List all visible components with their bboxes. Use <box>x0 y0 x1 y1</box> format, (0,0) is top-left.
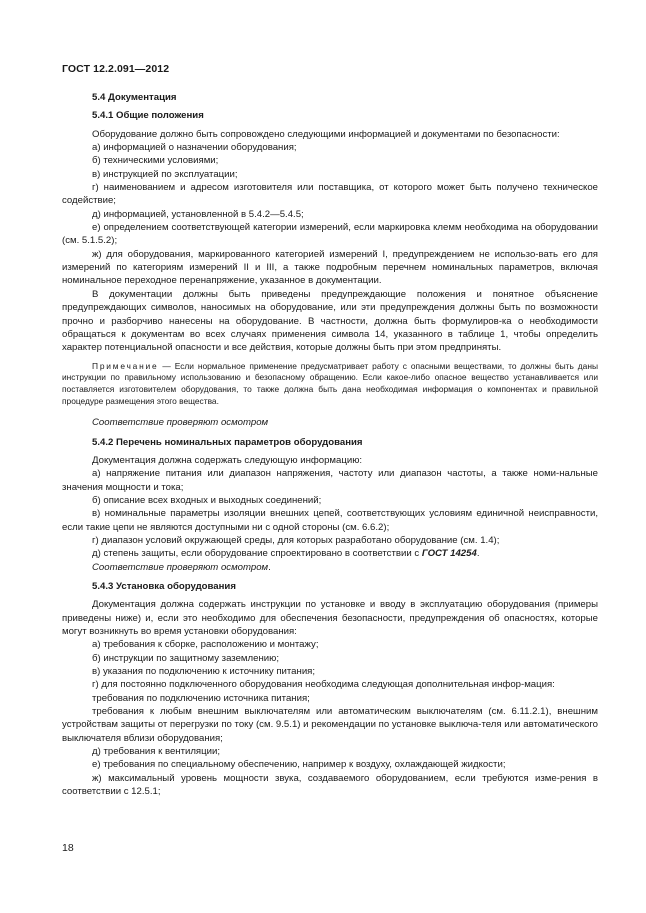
note <box>62 361 598 409</box>
paragraph: Оборудование должно быть сопровождено следующими информацией и документами по безопасности: <box>92 128 560 140</box>
list-item: г) наименованием и адресом изготовителя или поставщика, от которого может быть получено техническое содействие; <box>62 182 598 207</box>
section-heading: 5.4 Документация <box>92 92 177 103</box>
compliance-end: . <box>268 561 271 573</box>
document-code: ГОСТ 12.2.091—2012 <box>62 63 170 75</box>
subsection-heading: 5.4.3 Установка оборудования <box>92 580 236 592</box>
list-item: г) диапазон условий окружающей среды, для которых разработано оборудование (см. 1.4); <box>92 534 500 546</box>
sub-list-item: требования по подключению источника питания; <box>92 692 310 704</box>
compliance-statement: Соответствие проверяют осмотром <box>92 417 269 429</box>
paragraph: Документация должна содержать следующую информацию: <box>92 454 363 466</box>
list-item: в) инструкцией по эксплуатации; <box>92 168 238 180</box>
list-item: в) номинальные параметры изоляции внешних цепей, соответствующих условиям единичной неисправности, если такие цепи не являются доступными ни с одной стороны (см. 6.6.2); <box>62 508 598 533</box>
list-item: б) описание всех входных и выходных соединений; <box>92 494 322 506</box>
page-number: 18 <box>62 842 74 854</box>
list-item: в) указания по подключению к источнику питания; <box>92 666 316 677</box>
list-item: б) техническими условиями; <box>92 155 219 167</box>
list-item: е) требования по специальному обеспечению, например к воздуху, охлаждающей жидкости; <box>92 759 506 771</box>
list-item: а) требования к сборке, расположению и монтажу; <box>92 639 319 651</box>
document-body <box>62 91 598 798</box>
list-item: ж) для оборудования, маркированного категорией измерений I, предупреждением не использо-вать его для измерений по категориям измерений II и III, а также подробным перечнем номинальных параметров, включая номинальное переходное перенапряжение, указанное в документации. <box>62 248 598 287</box>
list-item <box>62 547 598 560</box>
list-item: д) информацией, установленной в 5.4.2—5.4.5; <box>92 208 304 220</box>
list-item: ж) максимальный уровень мощности звука, создаваемого оборудованием, если требуются изме-рения в соответствии с 12.5.1; <box>62 772 598 798</box>
standard-reference: ГОСТ 14254 <box>421 548 477 560</box>
list-item-text: д) степень защиты, если оборудование спроектировано в соответствии с <box>92 548 422 560</box>
list-item: е) определением соответствующей категории измерений, если маркировка клемм необходима на оборудовании (см. 5.1.5.2); <box>62 222 598 247</box>
list-item-end: . <box>476 548 480 560</box>
sub-list-item: требования к любым внешним выключателям или автоматическим выключателям (см. 6.11.2.1), внешним устройствам защиты от перегрузки по току (см. 9.5.1) и рекомендации по установке выключа-теля или автоматического выключателя вблизи оборудования; <box>62 706 598 744</box>
subsection-heading: 5.4.1 Общие положения <box>92 110 204 122</box>
list-item: г) для постоянно подключенного оборудования необходима следующая дополнительная инфор-мация: <box>92 679 555 691</box>
list-item: а) информацией о назначении оборудования; <box>92 142 297 154</box>
compliance-text: Соответствие проверяют осмотром <box>92 561 269 573</box>
paragraph: В документации должны быть приведены предупреждающие положения и понятное объяснение предупреждающих символов, наносимых на оборудование, или эти предупреждения должны быть по возможности прочно и разборчиво нанесены на оборудование. В частности, должна быть формулиров-ка о необходимости обращаться к документам во всех случаях применения символа 14, указанного в таблице 1, чтобы определить характер потенциальной опасности и все действия, которые должны быть при этом предприняты. <box>62 288 598 354</box>
list-item: д) требования к вентиляции; <box>92 746 220 758</box>
subsection-heading: 5.4.2 Перечень номинальных параметров оборудования <box>92 436 363 448</box>
list-item: а) напряжение питания или диапазон напряжения, частоту или диапазон частоты, а также номи-нальные значения мощности и тока; <box>62 468 598 493</box>
note-text: — Если нормальное применение предусматривает работу с опасными веществами, то должны быть даны инструкции по правильному использованию и безопасному обращению. Если какое-либо опасное вещество устанавливается или поставляется изготовителем оборудования, то также должна быть дана необходимая информация о компонентах и правильной процедуре размещения этого вещества. <box>62 360 598 407</box>
list-item: б) инструкции по защитному заземлению; <box>92 652 279 664</box>
paragraph: Документация должна содержать инструкции по установке и вводу в эксплуатацию оборудования (примеры приведены ниже) и, если это необходимо для обеспечения безопасности, предупреждения об опасностях, которые могут возникнуть во время установки оборудования: <box>62 599 598 637</box>
compliance-statement <box>62 561 598 574</box>
note-label: Примечание <box>92 360 159 371</box>
